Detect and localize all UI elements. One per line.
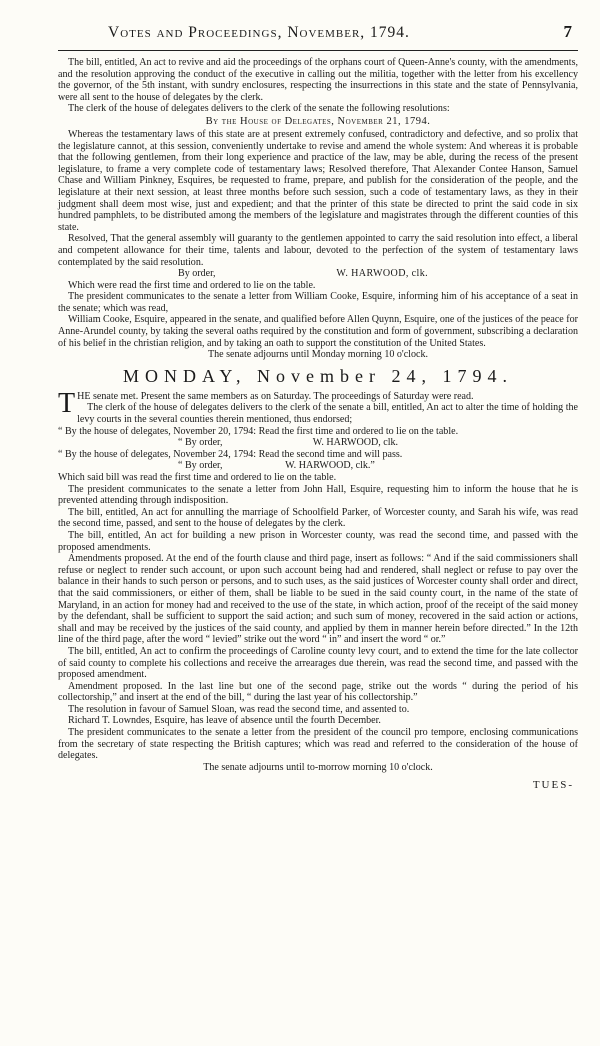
- running-title: Votes and Proceedings, November, 1794.: [108, 24, 410, 41]
- drop-cap: T: [58, 387, 76, 419]
- catchword: TUES-: [532, 779, 574, 792]
- paragraph: The bill, entitled, An act to revive and aid the proceedings of the orphans court of Queen-Anne's county, with the amendments, and the resolution approving the conduct of the executive in calling out the militia, together with the letter from his excellency the governor, of the 5th instant, with sundry enclosures, respecting the insurrections in this state and the state of Pennsylvania, were all sent to the house of delegates by the clerk.: [58, 57, 578, 103]
- paragraph: The resolution in favour of Samuel Sloan, was read the second time, and assented to.: [68, 703, 410, 715]
- paragraph: The president communicates to the senate a letter from William Cooke, Esquire, informing him of his acceptance of a seat in the senate; which was read,: [58, 291, 578, 314]
- paragraph: The clerk of the house of delegates delivers to the clerk of the senate the following resolutions:: [68, 103, 450, 115]
- signature-by-order: By order,: [178, 268, 216, 280]
- endorsement-line: “ By the house of delegates, November 24, 1794: Read the second time and will pass.: [58, 448, 403, 460]
- paragraph: Resolved, That the general assembly will guaranty to the gentlemen appointed to carry the said resolution into effect, a liberal and competent allowance for their time, talents and labour, devoted to the perfection of the system of testamentary laws contemplated by the said resolution.: [58, 233, 578, 268]
- adjournment: The senate adjourns until Monday morning 10 o'clock.: [207, 349, 428, 361]
- page-number: 7: [563, 22, 572, 41]
- paragraph: The bill, entitled, An act to confirm the proceedings of Caroline county levy court, and to extend the time for the late collector of said county to complete his collections and receive the arrearages due therein, was read the second time, and passed with the proposed amendment.: [58, 645, 578, 681]
- paragraph-text: HE senate met. Present the same members as on Saturday. The proceedings of Saturday were read.: [77, 390, 474, 402]
- paragraph: The bill, entitled, An act for annulling the marriage of Schoolfield Parker, of Worcester county, and Sarah his wife, was read the second time, passed, and sent to the house of delegates by the clerk.: [58, 506, 578, 530]
- paragraph: The bill, entitled, An act for building a new prison in Worcester county, was read the second time, and passed with the proposed amendments.: [58, 529, 578, 553]
- endorsement-line: “ By order, W. HARWOOD, clk.: [178, 437, 399, 449]
- header-rule: [58, 50, 578, 51]
- paragraph: The president communicates to the senate a letter from the president of the council pro tempore, enclosing communications from the secretary of state respecting the British captures; which was read and referred to the consideration of the house of delegates.: [58, 727, 578, 762]
- paragraph: Which said bill was read the first time and ordered to lie on the table.: [58, 472, 337, 483]
- endorsement-line: “ By order, W. HARWOOD, clk.”: [178, 460, 375, 472]
- paragraph: The clerk of the house of delegates delivers to the clerk of the senate a bill, entitled, An act to alter the time of holding the levy courts in the several counties therein mentioned, thus endorsed;: [77, 402, 578, 426]
- signature: [58, 268, 578, 280]
- paragraph: Whereas the testamentary laws of this state are at present extremely confused, contradictory and defective, and so prolix that the legislature cannot, at this session, conveniently undertake to revise and amend the whole system: And whereas it is probable that the following gentlemen, from their long experience and practice of the law, may be able, during the recess of the present legislature, to frame a very complete code of testamentary laws; Resolved therefore, That Alexander Contee Hanson, Samuel Chase and William Pinkney, Esquires, be requested to frame, prepare, and publish for the consideration of the people, and the legislature at their next session, at least three months before such session, such a code of testamentary laws, as they in their judgment shall deem most wise, just and expedient; and that the printer of this state be directed to print the said code in six hundred pamphlets, to be distributed among the members of the legislature and magistrates through the different counties of this state.: [58, 128, 578, 233]
- paragraph: Amendments proposed. At the end of the fourth clause and third page, insert as follows: “ And if the said commissioners shall refuse or neglect to render such account, or upon such account being had and rendered, shall neglect or refuse to pay over the balance in their hands to such person or persons, and to such uses, as the said justices of Worcester county shall order and direct, that the said commissioners, or either of them, shall be liable to be sued in the said county court, in the name of the state of Maryland, in an action for money had and received to the use of the state, in which action, proof of the receipt of the said money by the defendant, shall be sufficient to support the said action; and such sum of money, recovered in the said action or actions, shall and may be received by the justices of the said county, and applied by them in manner herein before directed.” In the 12th line of the third page, after the word “ levied” strike out the word “ in” and insert the word “ or.”: [58, 553, 578, 646]
- day-heading: MONDAY, November 24, 1794.: [123, 365, 513, 386]
- running-header: [58, 24, 578, 50]
- paragraph: The president communicates to the senate a letter from John Hall, Esquire, requesting him to inform the house that he is prevented attending through indisposition.: [58, 483, 578, 507]
- paragraph: Which were read the first time and ordered to lie on the table.: [68, 279, 316, 291]
- resolution-heading: By the House of Delegates, November 21, 1794.: [205, 115, 431, 127]
- endorsement-line: “ By the house of delegates, November 20, 1794: Read the first time and ordered to lie on the table.: [58, 425, 459, 437]
- signature-name: W. HARWOOD, clk.: [336, 268, 429, 280]
- paragraph: Amendment proposed. In the last line but one of the second page, strike out the words “ during the period of his collectorship,” and insert at the end of the bill, “ during the last year of his collectorship.”: [58, 680, 578, 704]
- adjournment: The senate adjourns until to-morrow morning 10 o'clock.: [203, 761, 433, 773]
- paragraph: William Cooke, Esquire, appeared in the senate, and qualified before Allen Quynn, Esquire, one of the justices of the peace for Anne-Arundel county, by taking the several oaths required by the constitution and form of government, subscribing a declaration of his belief in the christian religion, and by taking an oath to support the constitution of the United States.: [58, 314, 578, 349]
- paragraph: Richard T. Lowndes, Esquire, has leave of absence until the fourth December.: [68, 715, 381, 727]
